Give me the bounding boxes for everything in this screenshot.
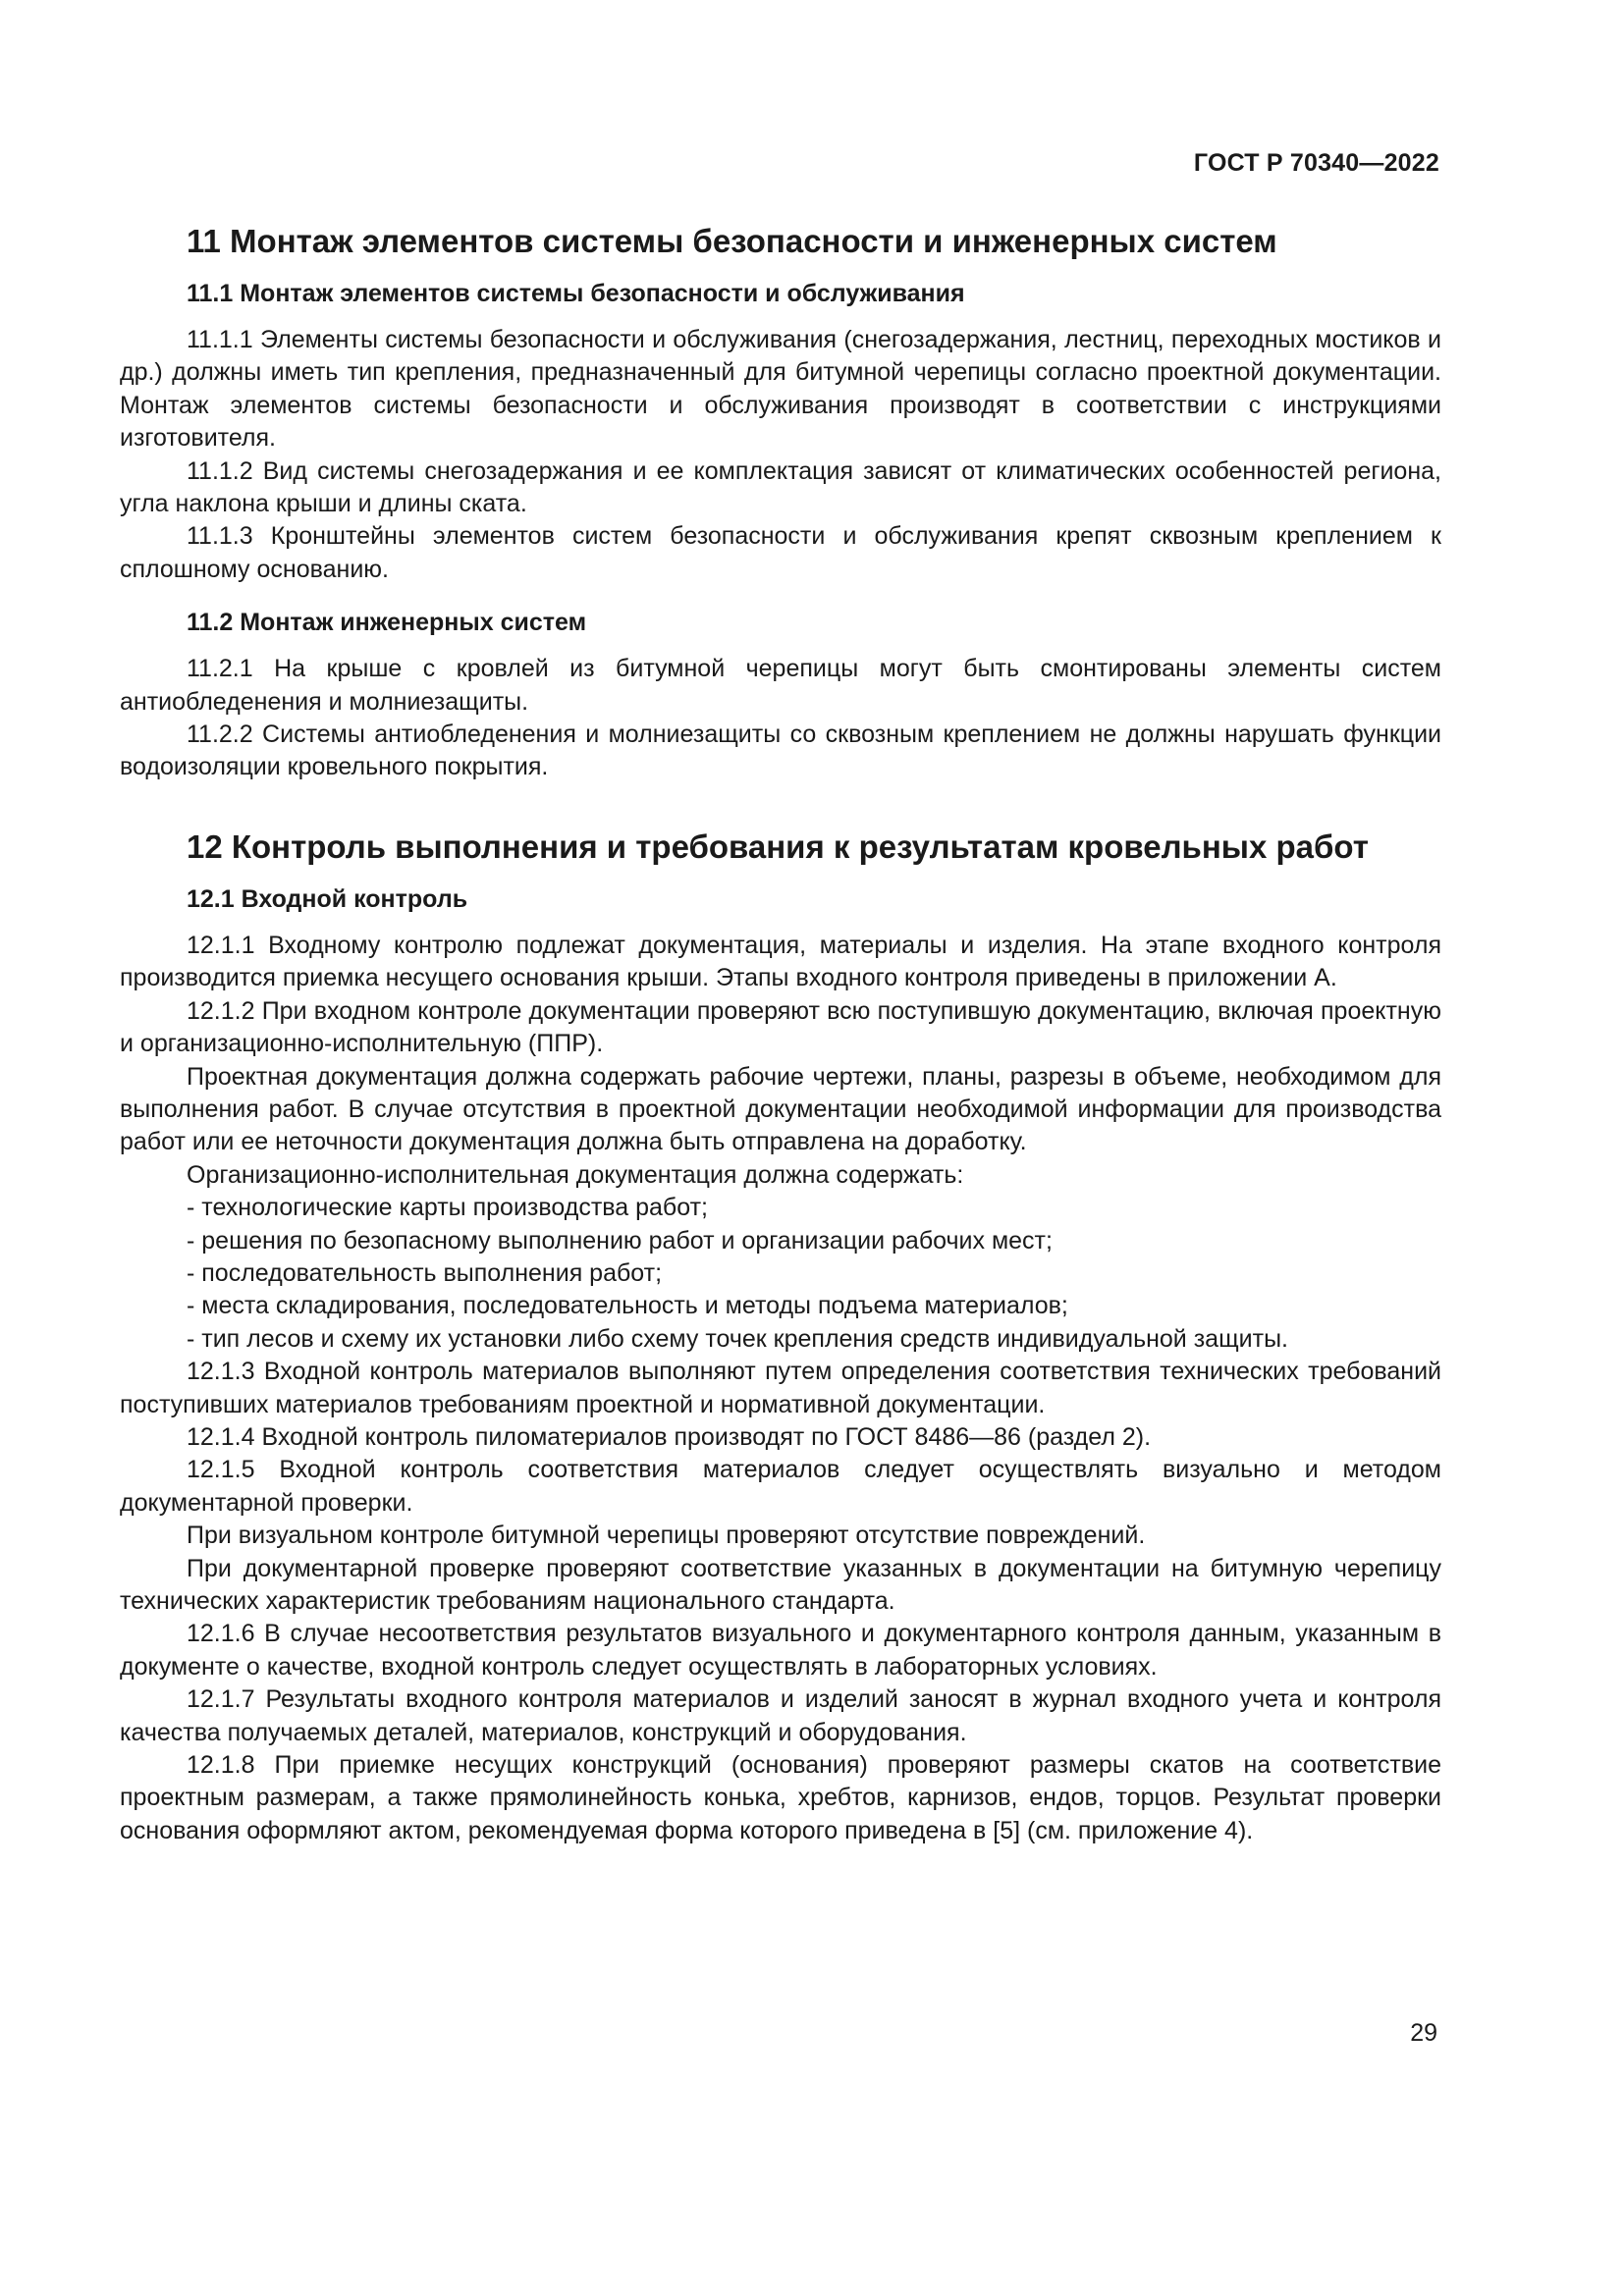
- paragraph-12-1-2: 12.1.2 При входном контроле документации проверяют всю поступившую документацию, включая проектную и организационно-исполнительную (ППР).: [120, 996, 1441, 1058]
- section-11-heading: 11 Монтаж элементов системы безопасности и инженерных систем: [187, 223, 1277, 259]
- paragraph-12-1-3: 12.1.3 Входной контроль материалов выполняют путем определения соответствия технических требований поступивших материалов требованиям проектной и нормативной документации.: [120, 1358, 1441, 1418]
- section-12-heading: 12 Контроль выполнения и требования к результатам кровельных работ: [187, 828, 1369, 865]
- page-content: [120, 218, 1441, 1847]
- paragraph-12-1-8: 12.1.8 При приемке несущих конструкций (основания) проверяют размеры скатов на соответствие проектным размерам, а также прямолинейность конька, хребтов, карнизов, ендов, торцов. Результат проверки основания оформляют актом, рекомендуемая форма которого приведена в [5] (см. приложение 4).: [120, 1751, 1441, 1844]
- paragraph-11-1-1: 11.1.1 Элементы системы безопасности и обслуживания (снегозадержания, лестниц, переходных мостиков и др.) должны иметь тип крепления, предназначенный для битумной черепицы согласно проектной документации. Монтаж элементов системы безопасности и обслуживания производят в соответствии с инструкциями изготовителя.: [120, 326, 1441, 453]
- subsection-11-2-heading: 11.2 Монтаж инженерных систем: [187, 609, 587, 637]
- paragraph-12-1-4: 12.1.4 Входной контроль пиломатериалов производят по ГОСТ 8486—86 (раздел 2).: [187, 1422, 1152, 1451]
- list-item: - места складирования, последовательность и методы подъема материалов;: [187, 1292, 1068, 1320]
- list-item: - тип лесов и схему их установки либо схему точек крепления средств индивидуальной защиты.: [187, 1324, 1288, 1353]
- paragraph-12-1-7: 12.1.7 Результаты входного контроля материалов и изделий заносят в журнал входного учета и контроля качества получаемых деталей, материалов, конструкций и оборудования.: [120, 1685, 1441, 1746]
- subsection-11-1-heading: 11.1 Монтаж элементов системы безопасности и обслуживания: [187, 280, 965, 307]
- page-number: 29: [1410, 2019, 1437, 2047]
- document-code-header: ГОСТ Р 70340—2022: [1193, 149, 1439, 177]
- paragraph-document-check: При документарной проверке проверяют соответствие указанных в документации на битумную черепицу технических характеристик требованиям национального стандарта.: [120, 1554, 1441, 1615]
- paragraph-visual-control: При визуальном контроле битумной черепицы проверяют отсутствие повреждений.: [187, 1522, 1146, 1550]
- paragraph-12-1-1: 12.1.1 Входному контролю подлежат документация, материалы и изделия. На этапе входного контроля производится приемка несущего основания крыши. Этапы входного контроля приведены в приложении А.: [120, 931, 1441, 992]
- list-item: - технологические карты производства работ;: [187, 1194, 708, 1222]
- paragraph-11-2-1: 11.2.1 На крыше с кровлей из битумной черепицы могут быть смонтированы элементы систем антиобледенения и молниезащиты.: [120, 655, 1441, 716]
- paragraph-project-docs: Проектная документация должна содержать рабочие чертежи, планы, разрезы в объеме, необходимом для выполнения работ. В случае отсутствия в проектной документации необходимой информации для производства работ или ее неточности документация должна быть отправлена на доработку.: [120, 1062, 1441, 1156]
- paragraph-11-1-2: 11.1.2 Вид системы снегозадержания и ее комплектация зависят от климатических особенностей региона, угла наклона крыши и длины ската.: [120, 456, 1441, 518]
- paragraph-org-docs: Организационно-исполнительная документация должна содержать:: [187, 1160, 964, 1189]
- list-item: - последовательность выполнения работ;: [187, 1258, 663, 1287]
- paragraph-12-1-6: 12.1.6 В случае несоответствия результатов визуального и документарного контроля данным, указанным в документе о качестве, входной контроль следует осуществлять в лабораторных условиях.: [120, 1620, 1441, 1681]
- list-item: - решения по безопасному выполнению работ и организации рабочих мест;: [187, 1226, 1053, 1255]
- paragraph-12-1-5: 12.1.5 Входной контроль соответствия материалов следует осуществлять визуально и методом документарной проверки.: [120, 1456, 1441, 1517]
- paragraph-11-2-2: 11.2.2 Системы антиобледенения и молниезащиты со сквозным креплением не должны нарушать функции водоизоляции кровельного покрытия.: [120, 721, 1441, 781]
- subsection-12-1-heading: 12.1 Входной контроль: [187, 884, 468, 913]
- paragraph-11-1-3: 11.1.3 Кронштейны элементов систем безопасности и обслуживания крепят сквозным креплением к сплошному основанию.: [120, 522, 1441, 583]
